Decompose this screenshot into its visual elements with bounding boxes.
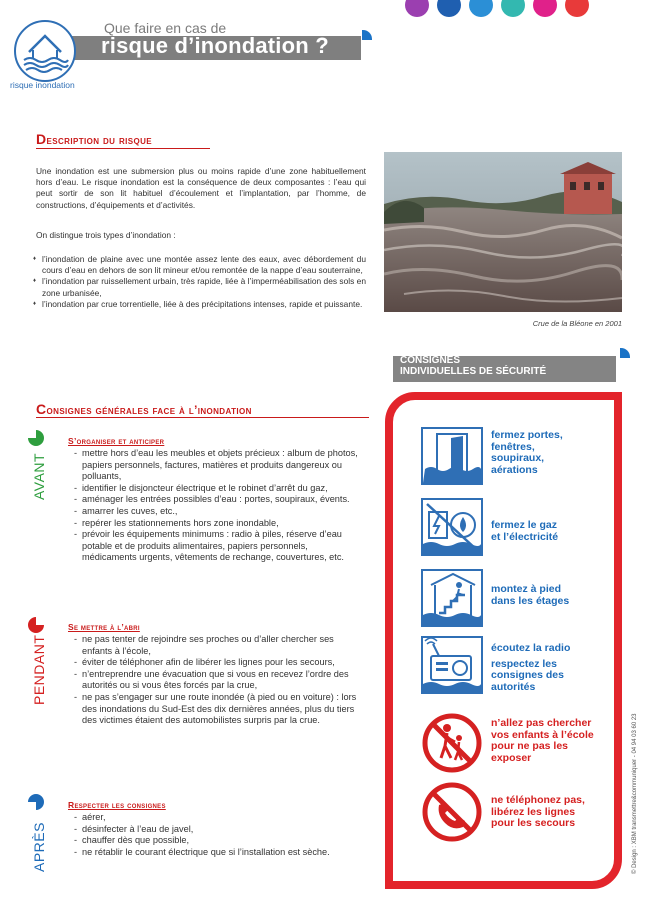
list-item: - éviter de téléphoner afin de libérer les lignes pour les secours, [74, 657, 364, 669]
pendant-label: PENDANT [31, 634, 47, 705]
corner-mark-icon [362, 30, 372, 40]
apres-label: APRÈS [31, 822, 47, 872]
apres-list [74, 812, 364, 858]
list-item: - aménager les entrées possibles d’eau : portes, soupiraux, évents. [74, 494, 364, 506]
list-item: - ne rétablir le courant électrique que si l’installation est sèche. [74, 847, 364, 859]
dot-blue [469, 0, 493, 17]
description-paragraph-1: Une inondation est une submersion plus ou moins rapide d’une zone habituellement hors d’eau. Le risque inondation est la conséquence de deux composantes : l’eau qui peut sortir de son lit habituel d’écoulement et l’implantation, par l’homme, de constructions, d’équipements et d’activités. [36, 166, 366, 210]
dot-pink [533, 0, 557, 17]
dot-teal [501, 0, 525, 17]
dot-red [565, 0, 589, 17]
consignes-indiv-heading: CONSIGNES INDIVIDUELLES DE SÉCURITÉ [400, 355, 547, 377]
consignes-generales-rule [36, 417, 369, 418]
avant-label: AVANT [31, 452, 47, 500]
dot-purple [405, 0, 429, 17]
list-item: - mettre hors d’eau les meubles et objets précieux : album de photos, papiers personnels, factures, matières et produits dangereux ou polluants, [74, 448, 364, 483]
consignes-generales-heading: Consignes générales face à l’inondation [36, 401, 252, 417]
list-item: - n’entreprendre une évacuation que si vous en recevez l’ordre des autorités ou si vous êtes forcés par la crue, [74, 669, 364, 692]
avant-heading: S’organiser et anticiper [68, 436, 165, 446]
list-item: - repérer les stationnements hors zone inondable, [74, 518, 364, 530]
list-item: - ne pas tenter de rejoindre ses proches ou d’aller chercher ses enfants à l’école, [74, 634, 364, 657]
design-credit: © Design : XBM transmettre&communiquer - 04 94 03 60 23 [632, 713, 638, 874]
corner-mark-icon [620, 348, 630, 358]
consigne-stairs-text: montez à pied dans les étages [491, 583, 570, 607]
consigne-phone-text: ne téléphonez pas, libérez les lignes pour les secours [491, 794, 585, 830]
list-item: - identifier le disjoncteur électrique et le robinet d’arrêt du gaz, [74, 483, 364, 495]
list-item: - chauffer dès que possible, [74, 835, 364, 847]
gas-electricity-icon [421, 498, 483, 556]
list-item: - désinfecter à l’eau de javel, [74, 824, 364, 836]
no-school-pickup-icon [421, 712, 483, 774]
list-item: ♦ l’inondation de plaine avec une montée assez lente des eaux, avec débordement du cours d’eau en dehors de son lit mineur et/ou remontée de la nappe d’eau souterraine, [36, 254, 366, 276]
page-title: risque d’inondation ? [101, 33, 329, 58]
stairs-icon [421, 569, 483, 627]
flood-photo [384, 152, 622, 312]
dot-navy [437, 0, 461, 17]
flood-logo-icon [14, 20, 76, 82]
flood-types-list [36, 254, 366, 310]
list-item: ♦ l’inondation par ruissellement urbain, très rapide, liée à l’imperméabilisation des sols en zone urbanisée, [36, 276, 366, 298]
pendant-heading: Se mettre à l’abri [68, 622, 140, 632]
header-subtitle: Que faire en cas de [104, 20, 227, 36]
pendant-list [74, 634, 364, 727]
logo-caption: risque inondation [10, 80, 75, 90]
consigne-doors-text: fermez portes, fenêtres, soupiraux, aérations [491, 429, 563, 476]
list-item: ♦ l’inondation par crue torrentielle, liée à des précipitations intenses, rapide et puissante. [36, 299, 366, 310]
consigne-gas-text: fermez le gaz et l’électricité [491, 519, 559, 543]
list-item: - aérer, [74, 812, 364, 824]
radio-icon [421, 636, 483, 694]
description-rule [36, 148, 210, 149]
consigne-radio-text: écoutez la radio respectez les consignes des autorités [491, 642, 571, 693]
apres-phase-icon [28, 794, 44, 815]
door-icon [421, 427, 483, 485]
list-item: - amarrer les cuves, etc., [74, 506, 364, 518]
avant-list [74, 448, 364, 564]
no-phone-icon [421, 781, 483, 843]
description-heading: Description du risque [36, 131, 153, 147]
avant-phase-icon [28, 430, 44, 451]
photo-caption: Crue de la Bléone en 2001 [532, 319, 622, 328]
list-item: - ne pas s’engager sur une route inondée (à pied ou en voiture) : lors des inondations du Sud-Est des dix dernières années, plus du tiers des victimes étaient des automobilistes surpris par la crue. [74, 692, 364, 727]
apres-heading: Respecter les consignes [68, 800, 166, 810]
description-paragraph-2: On distingue trois types d’inondation : [36, 230, 176, 240]
list-item: - prévoir les équipements minimums : radio à piles, réserve d’eau potable et de produits alimentaires, papiers personnels, médicaments urgents, vêtements de rechange, couvertures, etc. [74, 529, 364, 564]
color-dots [405, 0, 589, 18]
consigne-school-text: n’allez pas chercher vos enfants à l’école pour ne pas les exposer [491, 717, 594, 764]
